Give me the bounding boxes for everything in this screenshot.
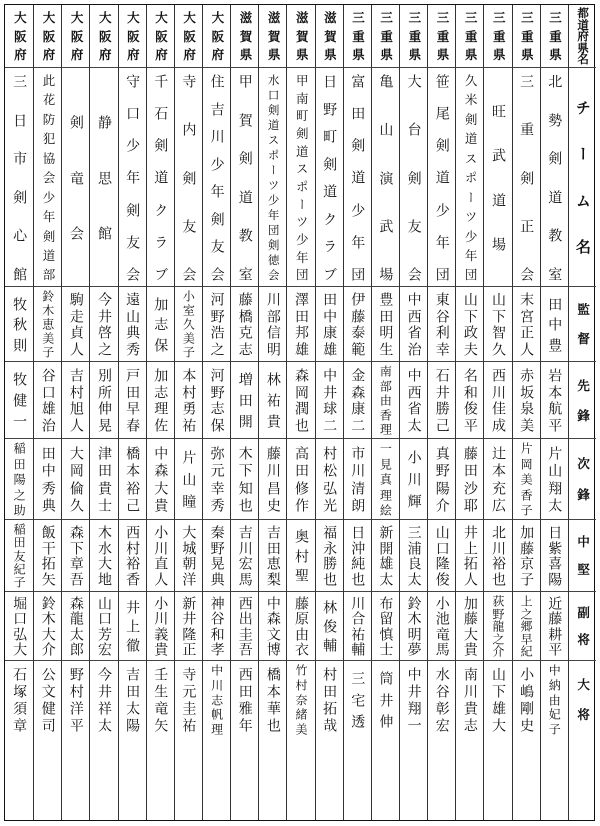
- prefecture-cell: 滋 賀 県: [266, 11, 282, 61]
- prefecture-cell: 大 阪 府: [153, 11, 169, 61]
- member-cell: 日 沖 純 也: [344, 519, 371, 591]
- member-cell: 山 下 政 夫: [456, 286, 483, 361]
- member-cell: 神 谷 和 孝: [203, 591, 230, 660]
- member-cell: 今 井 啓 之: [90, 286, 117, 361]
- member-cell: 伊 藤 泰 範: [344, 286, 371, 361]
- member-cell: 岩 本 航 平: [541, 361, 568, 438]
- member-cell: 加 藤 京 子: [513, 519, 540, 591]
- member-cell: 駒 走 貞 人: [62, 286, 89, 361]
- member-cell: 大 岡 倫 久: [62, 438, 89, 519]
- member-cell: 中 川 志 帆 理: [203, 660, 230, 738]
- member-cell: 辻 本 充 広: [484, 438, 511, 519]
- team-column: [5, 5, 33, 820]
- prefecture-cell: 滋 賀 県: [322, 11, 338, 61]
- member-cell: 西 川 佳 成: [484, 361, 511, 438]
- member-cell: 小 池 竜 馬: [428, 591, 455, 660]
- member-cell: 南 部 由 香 理: [372, 361, 399, 438]
- member-cell: 井 上 拓 人: [456, 519, 483, 591]
- member-cell: 鈴 木 明 夢: [400, 591, 427, 660]
- team-name-cell: 甲 賀 剣 道 教 室: [231, 67, 258, 286]
- member-cell: 中 森 文 博: [259, 591, 286, 660]
- member-cell: 日 紫 喜 陽: [541, 519, 568, 591]
- team-column: [286, 5, 314, 820]
- member-cell: 別 所 伸 晃: [90, 361, 117, 438]
- member-cell: 澤 田 邦 雄: [287, 286, 314, 361]
- prefecture-cell: 三 重 県: [406, 11, 422, 61]
- prefecture-cell: 三 重 県: [463, 11, 479, 61]
- member-cell: 小 川 輝: [400, 438, 427, 519]
- member-cell: 吉 村 旭 人: [62, 361, 89, 438]
- member-cell: 壬 生 竜 矢: [147, 660, 174, 738]
- member-cell: 金 森 康 二: [344, 361, 371, 438]
- member-cell: 山 口 芳 宏: [90, 591, 117, 660]
- member-cell: 石 塚 須 章: [5, 660, 33, 738]
- member-cell: 本 村 勇 祐: [175, 361, 202, 438]
- member-cell: 戸 田 早 春: [119, 361, 146, 438]
- member-cell: 公 文 健 司: [34, 660, 61, 738]
- member-cell: 奥 村 聖: [287, 519, 314, 591]
- prefecture-cell: 大 阪 府: [209, 11, 225, 61]
- prefecture-cell: 大 阪 府: [40, 11, 56, 61]
- member-cell: 河 野 志 保: [203, 361, 230, 438]
- header-column: [568, 5, 596, 820]
- team-column: [540, 5, 568, 820]
- prefecture-cell: 大 阪 府: [125, 11, 141, 61]
- prefecture-cell: 大 阪 府: [12, 11, 28, 61]
- member-cell: 藤 原 由 衣: [287, 591, 314, 660]
- member-cell: 三 浦 良 太: [400, 519, 427, 591]
- member-cell: 東 谷 利 幸: [428, 286, 455, 361]
- team-column: [230, 5, 258, 820]
- member-cell: 豊 田 明 生: [372, 286, 399, 361]
- member-cell: 野 村 洋 平: [62, 660, 89, 738]
- member-cell: 片 岡 美 香 子: [513, 438, 540, 519]
- team-column: [202, 5, 230, 820]
- team-column: [315, 5, 343, 820]
- member-cell: 森 岡 潤 也: [287, 361, 314, 438]
- member-cell: 福 永 勝 也: [316, 519, 343, 591]
- member-cell: 筒 井 伸: [372, 660, 399, 738]
- member-cell: 寺 元 圭 祐: [175, 660, 202, 738]
- member-cell: 弥 元 幸 秀: [203, 438, 230, 519]
- member-cell: 田 中 康 雄: [316, 286, 343, 361]
- team-name-cell: 守 口 少 年 剣 友 会: [119, 67, 146, 286]
- header-role-3: 次 鋒: [569, 438, 596, 519]
- roster-table: [4, 4, 595, 821]
- member-cell: 高 田 修 作: [287, 438, 314, 519]
- member-cell: 一 見 真 理 絵: [372, 438, 399, 519]
- member-cell: 西 出 圭 吾: [231, 591, 258, 660]
- prefecture-cell: 三 重 県: [547, 11, 563, 61]
- member-cell: 中 納 由 妃 子: [541, 660, 568, 738]
- team-name-cell: 千 石 剣 道 ク ラ ブ: [147, 67, 174, 286]
- member-cell: 田 中 秀 典: [34, 438, 61, 519]
- member-cell: 田 中 豊: [541, 286, 568, 361]
- member-cell: 遠 山 典 秀: [119, 286, 146, 361]
- team-column: [343, 5, 371, 820]
- team-name-cell: 剣 竜 会: [62, 67, 89, 286]
- team-name-cell: 寺 内 剣 友 会: [175, 67, 202, 286]
- member-cell: 中 西 省 治: [400, 286, 427, 361]
- prefecture-cell: 大 阪 府: [181, 11, 197, 61]
- team-name-cell: 此 花 防 犯 協 会 少 年 剣 道 部: [34, 67, 61, 286]
- prefecture-cell: 滋 賀 県: [237, 11, 253, 61]
- header-role-6: 大 将: [569, 660, 596, 738]
- member-cell: 竹 村 奈 緒 美: [287, 660, 314, 738]
- member-cell: 吉 田 太 陽: [119, 660, 146, 738]
- member-cell: 藤 川 昌 史: [259, 438, 286, 519]
- member-cell: 橋 本 裕 己: [119, 438, 146, 519]
- member-cell: 増 田 開: [231, 361, 258, 438]
- member-cell: 石 井 勝 己: [428, 361, 455, 438]
- member-cell: 北 川 裕 也: [484, 519, 511, 591]
- member-cell: 市 川 清 朗: [344, 438, 371, 519]
- member-cell: 真 野 陽 介: [428, 438, 455, 519]
- team-column: [371, 5, 399, 820]
- member-cell: 中 森 大 貴: [147, 438, 174, 519]
- member-cell: 鈴 木 大 介: [34, 591, 61, 660]
- member-cell: 西 田 雅 年: [231, 660, 258, 738]
- member-cell: 村 松 弘 光: [316, 438, 343, 519]
- member-cell: 小 川 義 貴: [147, 591, 174, 660]
- member-cell: 藤 橋 克 志: [231, 286, 258, 361]
- team-column: [89, 5, 117, 820]
- member-cell: 末 宮 正 人: [513, 286, 540, 361]
- member-cell: 片 山 翔 太: [541, 438, 568, 519]
- member-cell: 藤 田 沙 耶: [456, 438, 483, 519]
- team-name-cell: 北 勢 剣 道 教 室: [541, 67, 568, 286]
- member-cell: 小 嶋 剛 史: [513, 660, 540, 738]
- team-name-cell: 三 日 市 剣 心 館: [5, 67, 33, 286]
- member-cell: 川 合 祐 輔: [344, 591, 371, 660]
- prefecture-cell: 大 阪 府: [97, 11, 113, 61]
- member-cell: 村 田 拓 哉: [316, 660, 343, 738]
- member-cell: 牧 秋 則: [5, 286, 33, 361]
- member-cell: 林 俊 輔: [316, 591, 343, 660]
- team-column: [118, 5, 146, 820]
- member-cell: 鈴 木 恵 美 子: [34, 286, 61, 361]
- member-cell: 中 西 省 太: [400, 361, 427, 438]
- prefecture-cell: 三 重 県: [378, 11, 394, 61]
- prefecture-cell: 三 重 県: [519, 11, 535, 61]
- prefecture-cell: 三 重 県: [350, 11, 366, 61]
- header-role-5: 副 将: [569, 591, 596, 660]
- member-cell: 新 井 隆 正: [175, 591, 202, 660]
- header-prefecture: 都 道 府 県 名: [576, 7, 591, 65]
- team-column: [146, 5, 174, 820]
- member-cell: 三 宅 透: [344, 660, 371, 738]
- member-cell: 牧 健 一: [5, 361, 33, 438]
- member-cell: 吉 川 宏 馬: [231, 519, 258, 591]
- member-cell: 今 井 祥 太: [90, 660, 117, 738]
- member-cell: 中 井 翔 一: [400, 660, 427, 738]
- team-name-cell: 甲 南 町 剣 道 ス ポ ー ツ 少 年 団: [287, 67, 314, 286]
- team-column: [174, 5, 202, 820]
- member-cell: 加 志 理 佐: [147, 361, 174, 438]
- member-cell: 山 下 智 久: [484, 286, 511, 361]
- team-column: [483, 5, 511, 820]
- member-cell: 谷 口 雄 治: [34, 361, 61, 438]
- member-cell: 小 川 直 人: [147, 519, 174, 591]
- member-cell: 荻 野 龍 之 介: [484, 591, 511, 660]
- team-name-cell: 三 重 剣 正 会: [513, 67, 540, 286]
- team-name-cell: 亀 山 演 武 場: [372, 67, 399, 286]
- team-name-cell: 日 野 町 剣 道 ク ラ ブ: [316, 67, 343, 286]
- prefecture-cell: 三 重 県: [491, 11, 507, 61]
- member-cell: 大 城 朝 洋: [175, 519, 202, 591]
- member-cell: 井 上 徹: [119, 591, 146, 660]
- member-cell: 南 川 貴 志: [456, 660, 483, 738]
- member-cell: 上 之 郷 早 紀: [513, 591, 540, 660]
- member-cell: 新 開 雄 太: [372, 519, 399, 591]
- team-name-cell: 静 思 館: [90, 67, 117, 286]
- prefecture-cell: 大 阪 府: [69, 11, 85, 61]
- team-name-cell: 大 台 剣 友 会: [400, 67, 427, 286]
- team-name-cell: 笹 尾 剣 道 少 年 団: [428, 67, 455, 286]
- member-cell: 森 下 章 吾: [62, 519, 89, 591]
- team-column: [61, 5, 89, 820]
- member-cell: 近 藤 耕 平: [541, 591, 568, 660]
- member-cell: 稲 田 陽 之 助: [5, 438, 33, 519]
- member-cell: 名 和 俊 平: [456, 361, 483, 438]
- team-name-cell: 旺 武 道 場: [484, 67, 511, 286]
- member-cell: 加 志 保: [147, 286, 174, 361]
- member-cell: 山 口 隆 俊: [428, 519, 455, 591]
- team-column: [33, 5, 61, 820]
- member-cell: 津 田 貴 士: [90, 438, 117, 519]
- member-cell: 林 祐 貴: [259, 361, 286, 438]
- member-cell: 川 部 信 明: [259, 286, 286, 361]
- member-cell: 吉 田 恵 梨: [259, 519, 286, 591]
- member-cell: 片 山 瞳: [175, 438, 202, 519]
- team-name-cell: 久 米 剣 道 ス ポ ー ツ 少 年 団: [456, 67, 483, 286]
- prefecture-cell: 三 重 県: [434, 11, 450, 61]
- team-name-cell: 水 口 剣 道 ス ポ ー ツ 少 年 団 剣 徳 会: [259, 67, 286, 286]
- header-role-2: 先 鋒: [569, 361, 596, 438]
- member-cell: 秦 野 晃 典: [203, 519, 230, 591]
- member-cell: 小 室 久 美 子: [175, 286, 202, 361]
- team-name-cell: 富 田 剣 道 少 年 団: [344, 67, 371, 286]
- header-team: チ ー ム 名: [569, 67, 596, 286]
- member-cell: 木 下 知 也: [231, 438, 258, 519]
- member-cell: 加 藤 大 貴: [456, 591, 483, 660]
- member-cell: 水 谷 彰 宏: [428, 660, 455, 738]
- member-cell: 布 留 慎 士: [372, 591, 399, 660]
- team-column: [512, 5, 540, 820]
- team-column: [399, 5, 427, 820]
- prefecture-cell: 滋 賀 県: [294, 11, 310, 61]
- header-role-4: 中 堅: [569, 519, 596, 591]
- member-cell: 森 龍 太 郎: [62, 591, 89, 660]
- member-cell: 稲 田 友 紀 子: [5, 519, 33, 591]
- member-cell: 山 下 雄 大: [484, 660, 511, 738]
- member-cell: 飯 干 拓 矢: [34, 519, 61, 591]
- team-column: [427, 5, 455, 820]
- member-cell: 木 水 大 地: [90, 519, 117, 591]
- member-cell: 西 村 裕 香: [119, 519, 146, 591]
- team-column: [258, 5, 286, 820]
- header-role-1: 監 督: [569, 286, 596, 361]
- member-cell: 河 野 浩 之: [203, 286, 230, 361]
- member-cell: 中 井 球 二: [316, 361, 343, 438]
- member-cell: 橋 本 華 也: [259, 660, 286, 738]
- team-column: [455, 5, 483, 820]
- member-cell: 赤 坂 泉 美: [513, 361, 540, 438]
- team-name-cell: 住 吉 川 少 年 剣 友 会: [203, 67, 230, 286]
- member-cell: 堀 口 弘 大: [5, 591, 33, 660]
